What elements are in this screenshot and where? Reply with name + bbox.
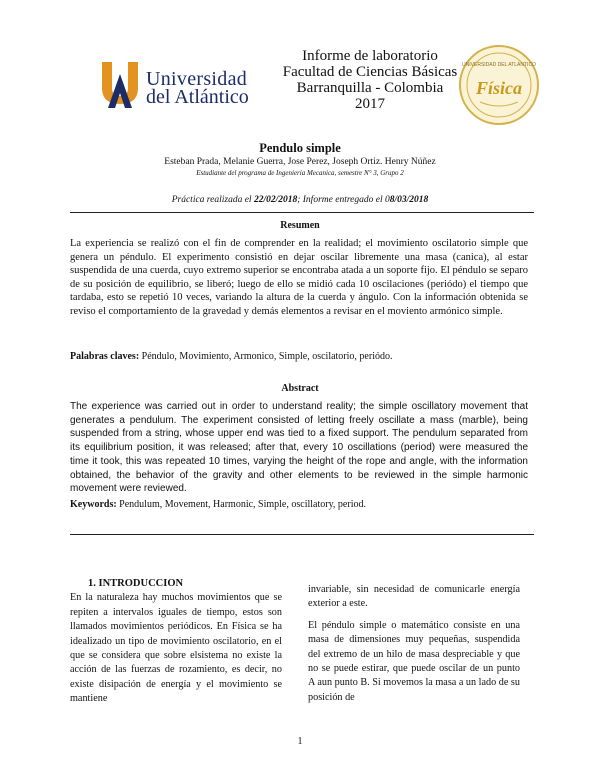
palabras-claves — [70, 351, 530, 362]
divider-top — [70, 212, 534, 213]
intro-heading: 1. INTRODUCCION — [88, 578, 184, 589]
abstract-heading: Abstract — [281, 383, 319, 394]
report-header — [270, 48, 470, 112]
physics-seal-icon — [458, 44, 540, 126]
intro-left-text: En la naturaleza hay muchos movimientos que se repiten a intervalos iguales de tiempo, estos son llamados movimientos periódicos. En Física se ha idealizado un tipo de movimiento oscilatorio, en el que se considera que sobre elsistema no existe la acción de las fuerzas de rozamiento, es decir, no existe disipación de energía y el movimiento se mantiene — [70, 592, 282, 705]
practice-date: 22/02/2018 — [253, 195, 298, 205]
university-name — [146, 70, 249, 106]
divider-bottom — [70, 534, 534, 535]
faculty-name: Facultad de Ciencias Básicas — [282, 64, 458, 80]
author-affiliation: Estudiante del programa de Ingeniería Mecanica, semestre N° 3, Grupo 2 — [196, 169, 404, 177]
dates-middle: ; Informe entregado el 0 — [297, 195, 390, 205]
report-type: Informe de laboratorio — [302, 48, 438, 64]
abstract-text: The experience was carried out in order to understand reality; the simple oscillatory movement that generates a pendulum. The experiment consisted of letting freely oscillate a mass (marble), being suspended from a string, whose upper end was tied to a fixed support. The pendulum separated from its equilibrium position, it was released; after that, every 10 oscillations (period) were measured the time it took, this was repeated 10 times, varying the height of the rope and angle, with the information obtained, the behavior of the gravity and other elements to be reviewed in the simple harmonic movement were reviewed. — [70, 401, 528, 495]
keywords-list: Pendulum, Movement, Harmonic, Simple, oscillatory, period. — [116, 499, 366, 510]
resumen-text: La experiencia se realizó con el fin de comprender en la realidad; el movimiento oscilatorio simple que genera un péndulo. El experimento consistió en dejar oscilar libremente una masa (canica), al estar suspendida de una cuerda, cuyo extremo superior se encontraba atada a un soporte fijo. El péndulo se separo de su posición de equilibrio, se liberó; luego de ello se midió cada 10 oscilaciones (periódo) el tiempo que tardaba, esto se repetió 10 veces, variando la altura de la cuerda y ángulo. Con la información obtenida se reviso el comportamiento de la gravedad y demás elementos a revisar en el moviento armónico simple. — [70, 238, 528, 317]
report-date: 8/03/2018 — [389, 195, 429, 205]
intro-right-text-2: El péndulo simple o matemático consiste en una masa de dimensiones muy pequeñas, suspendida del extremo de un hilo de masa despreciable y que no se puede estirar, que puede oscilar de un punto A aun punto B. Si movemos la masa a un lado de su posición de — [308, 619, 520, 703]
report-dates — [0, 195, 600, 205]
paper-title: Pendulo simple — [259, 141, 341, 155]
location: Barranquilla - Colombia — [296, 80, 444, 96]
paper-authors: Esteban Prada, Melanie Guerra, Jose Perez, Joseph Ortiz. Henry Núñez — [164, 157, 436, 167]
intro-left-column — [70, 577, 282, 714]
keywords — [70, 499, 530, 510]
intro-right-column — [308, 583, 520, 712]
university-logo-icon — [98, 60, 142, 110]
palabras-claves-list: Péndulo, Movimiento, Armonico, Simple, oscilatorio, periódo. — [139, 351, 393, 362]
dates-prefix: Práctica realizada el — [171, 195, 254, 205]
report-year: 2017 — [355, 96, 385, 112]
university-line1: Universidad — [146, 68, 248, 90]
keywords-label: Keywords: — [70, 499, 117, 510]
intro-right-text-1: invariable, sin necesidad de comunicarle energía exterior a este. — [308, 584, 520, 610]
palabras-claves-label: Palabras claves: — [70, 351, 140, 362]
resumen-heading: Resumen — [280, 220, 320, 231]
university-line2: del Atlántico — [146, 86, 249, 108]
seal-word: Física — [475, 78, 523, 98]
seal-top-text: UNIVERSIDAD DEL ATLÁNTICO — [462, 62, 536, 68]
page-number: 1 — [297, 736, 303, 747]
